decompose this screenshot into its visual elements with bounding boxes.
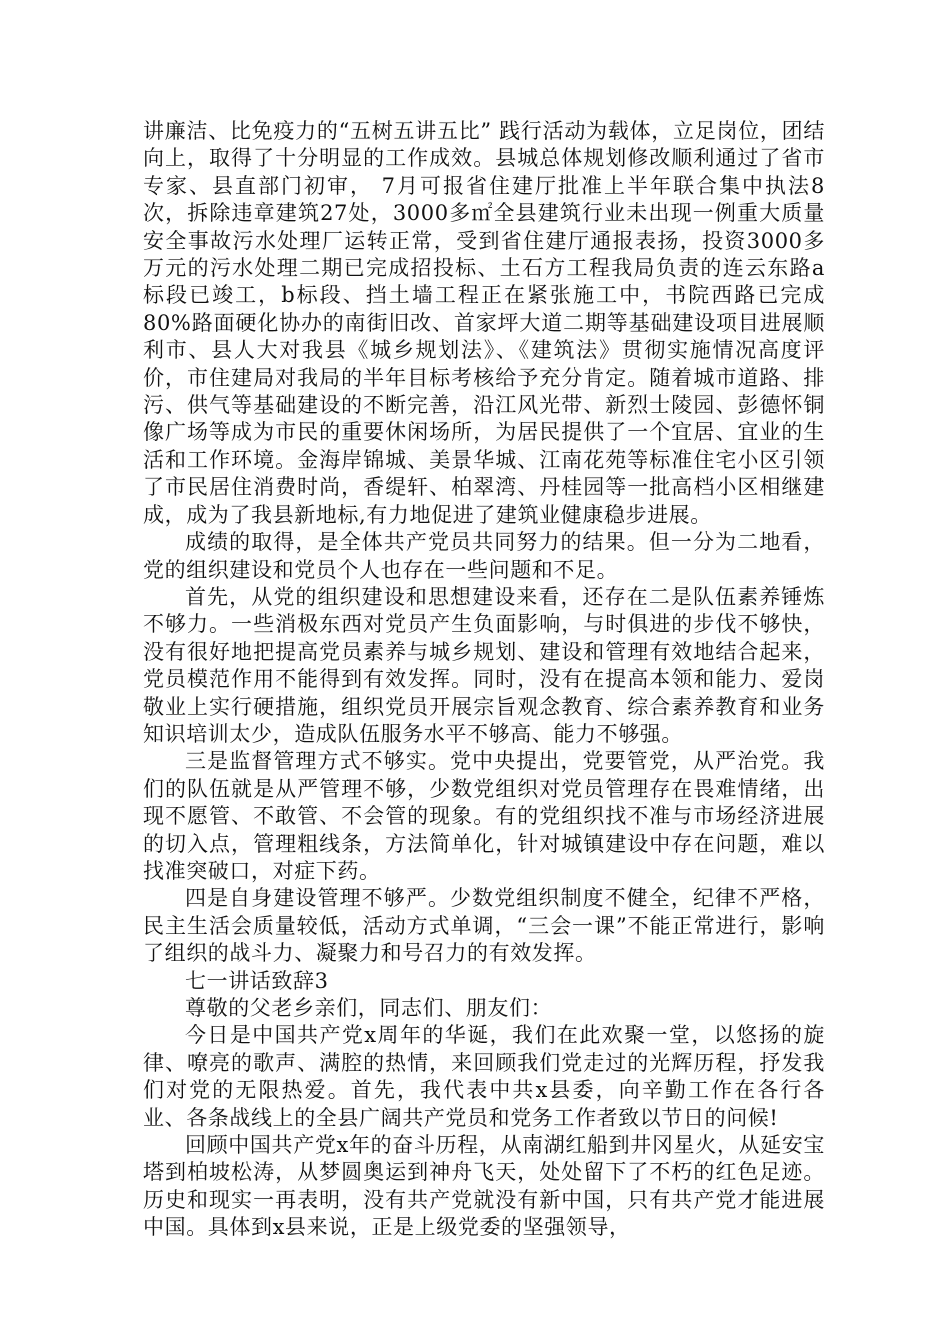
paragraph-third-issue: 三是监督管理方式不够实。党中央提出，党要管党，从严治党。我们的队伍就是从严管理不够，少数党组织对党员管理存在畏难情绪，出现不愿管、不敢管、不会管的现象。有的党组织找不准与市场经济进展的切入点，管理粗线条，方法简单化，针对城镇建设中存在问题，难以找准突破口，对症下药。: [143, 749, 825, 883]
paragraph-history: 回顾中国共产党x年的奋斗历程，从南湖红船到井冈星火，从延安宝塔到柏坡松涛，从梦圆奥运到神舟飞天，处处留下了不朽的红色足迹。历史和现实一再表明，没有共产党就没有新中国，只有共产党才能进展中国。具体到x县来说，正是上级党委的坚强领导，: [143, 1133, 825, 1240]
salutation: 尊敬的父老乡亲们，同志们、朋友们：: [185, 996, 553, 1020]
paragraph-fourth-issue: 四是自身建设管理不够严。少数党组织制度不健全，纪律不严格，民主生活会质量较低，活动方式单调，“三会一课”不能正常进行，影响了组织的战斗力、凝聚力和号召力的有效发挥。: [143, 886, 825, 966]
paragraph-results-and-shortcomings: 成绩的取得，是全体共产党员共同努力的结果。但一分为二地看，党的组织建设和党员个人也存在一些问题和不足。: [143, 530, 825, 582]
section-heading: 七一讲话致辞3: [185, 968, 329, 993]
paragraph-achievements: 讲廉洁、比免疫力的“五树五讲五比” 践行活动为载体，立足岗位，团结向上，取得了十分明显的工作成效。县城总体规划修改顺利通过了省市专家、县直部门初审， 7月可报省住建厅批准上半年联合集中执法8次，拆除违章建筑27处，3000多㎡全县建筑行业未出现一例重大质量安全事故污水处理厂运转正常，受到省住建厅通报表扬，投资3000多万元的污水处理二期已完成招投标、土石方工程我局负责的连云东路a标段已竣工，b标段、挡土墙工程正在紧张施工中，书院西路已完成80%路面硬化协办的南街旧改、首家坪大道二期等基础建设项目进展顺利市、县人大对我县《城乡规划法》、《建筑法》贯彻实施情况高度评价，市住建局对我局的半年目标考核给予充分肯定。随着城市道路、排污、供气等基础建设的不断完善，沿江风光带、新烈士陵园、彭德怀铜像广场等成为市民的重要休闲场所，为居民提供了一个宜居、宜业的生活和工作环境。金海岸锦城、美景华城、江南花苑等标准住宅小区引领了市民居住消费时尚，香缇轩、柏翠湾、丹桂园等一批高档小区相继建成，成为了我县新地标,有力地促进了建筑业健康稳步进展。: [143, 119, 825, 527]
paragraph-first-issue: 首先，从党的组织建设和思想建设来看，还存在二是队伍素养锤炼不够力。一些消极东西对党员产生负面影响，与时俱进的步伐不够快，没有很好地把提高党员素养与城乡规划、建设和管理有效地结合起来，党员模范作用不能得到有效发挥。同时，没有在提高本领和能力、爱岗敬业上实行硬措施，组织党员开展宗旨观念教育、综合素养教育和业务知识培训太少，造成队伍服务水平不够高、能力不够强。: [143, 584, 825, 746]
document-page: [143, 118, 825, 1242]
paragraph-anniversary: 今日是中国共产党x周年的华诞，我们在此欢聚一堂，以悠扬的旋律、嘹亮的歌声、满腔的热情，来回顾我们党走过的光辉历程，抒发我们对党的无限热爱。首先，我代表中共x县委，向辛勤工作在各行各业、各条战线上的全县广阔共产党员和党务工作者致以节日的问候!: [143, 1023, 825, 1130]
